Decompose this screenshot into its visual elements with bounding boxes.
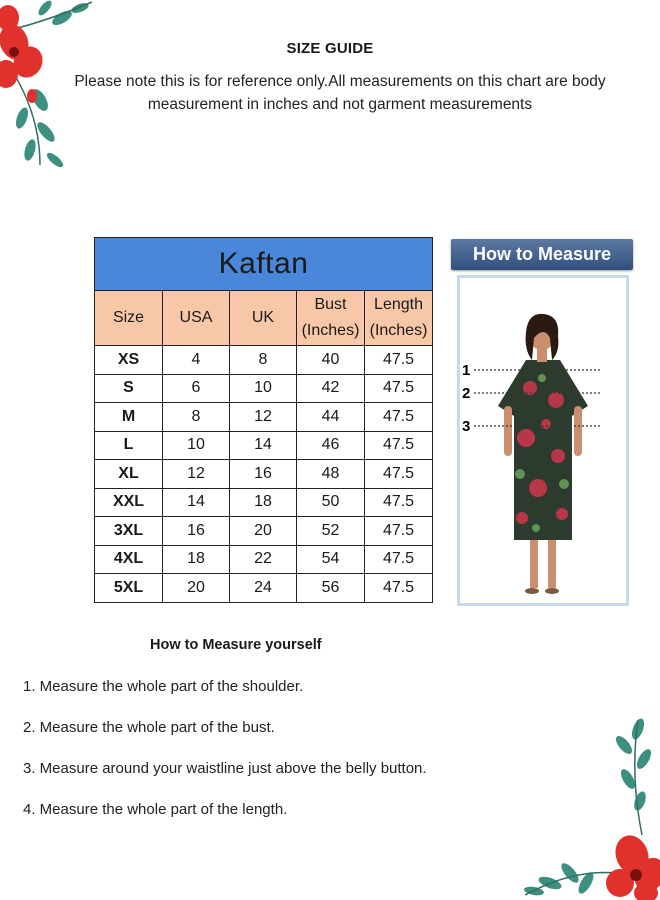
cell-size: XL [95,460,163,489]
cell-bust: 46 [297,431,365,460]
cell-bust: 48 [297,460,365,489]
cell-length: 47.5 [365,460,433,489]
model-measure-figure [460,278,626,603]
column-header-size: Size [95,291,163,346]
cell-length: 47.5 [365,403,433,432]
cell-usa: 14 [163,488,230,517]
cell-length: 47.5 [365,374,433,403]
instruction-step: 1. Measure the whole part of the shoulder. [23,678,304,695]
cell-uk: 24 [230,574,297,603]
cell-usa: 8 [163,403,230,432]
instructions-title: How to Measure yourself [150,637,322,653]
cell-usa: 4 [163,346,230,375]
table-row [95,431,433,460]
cell-uk: 22 [230,545,297,574]
cell-uk: 12 [230,403,297,432]
table-row [95,403,433,432]
table-row [95,574,433,603]
cell-bust: 44 [297,403,365,432]
cell-uk: 18 [230,488,297,517]
table-row [95,488,433,517]
cell-usa: 10 [163,431,230,460]
column-header-uk: UK [230,291,297,346]
cell-bust: 42 [297,374,365,403]
table-header-row [95,291,433,346]
reference-note: Please note this is for reference only.All measurements on this chart are body measurement in inches and not garment measurements [74,73,606,113]
cell-size: 4XL [95,545,163,574]
cell-uk: 14 [230,431,297,460]
size-chart-table [94,237,433,603]
cell-size: XS [95,346,163,375]
column-header-usa: USA [163,291,230,346]
cell-usa: 12 [163,460,230,489]
cell-length: 47.5 [365,431,433,460]
cell-bust: 40 [297,346,365,375]
table-row [95,517,433,546]
how-to-measure-figure-frame [457,275,629,606]
column-header-bust: Bust (Inches) [297,291,365,346]
table-row [95,374,433,403]
instruction-step: 3. Measure around your waistline just above the belly button. [23,760,427,777]
table-row [95,346,433,375]
table-caption: Kaftan [95,238,433,291]
cell-usa: 20 [163,574,230,603]
cell-uk: 16 [230,460,297,489]
cell-uk: 10 [230,374,297,403]
cell-length: 47.5 [365,488,433,517]
cell-bust: 52 [297,517,365,546]
marker-3: 3 [462,418,471,435]
cell-bust: 54 [297,545,365,574]
table-row [95,545,433,574]
cell-size: XXL [95,488,163,517]
cell-bust: 50 [297,488,365,517]
column-header-length: Length (Inches) [365,291,433,346]
cell-size: 3XL [95,517,163,546]
cell-size: S [95,374,163,403]
cell-size: 5XL [95,574,163,603]
table-row [95,460,433,489]
marker-1: 1 [462,362,471,379]
instruction-list [23,676,427,840]
instruction-step: 4. Measure the whole part of the length. [23,801,288,818]
cell-uk: 8 [230,346,297,375]
cell-usa: 18 [163,545,230,574]
marker-2: 2 [462,385,471,402]
floral-decoration-bottom-right [520,715,660,900]
cell-length: 47.5 [365,346,433,375]
how-to-measure-banner: How to Measure [451,239,633,270]
cell-bust: 56 [297,574,365,603]
cell-usa: 16 [163,517,230,546]
cell-length: 47.5 [365,574,433,603]
cell-length: 47.5 [365,545,433,574]
cell-uk: 20 [230,517,297,546]
instruction-step: 2. Measure the whole part of the bust. [23,719,275,736]
cell-size: L [95,431,163,460]
cell-size: M [95,403,163,432]
cell-usa: 6 [163,374,230,403]
page-title: SIZE GUIDE [286,40,374,57]
cell-length: 47.5 [365,517,433,546]
